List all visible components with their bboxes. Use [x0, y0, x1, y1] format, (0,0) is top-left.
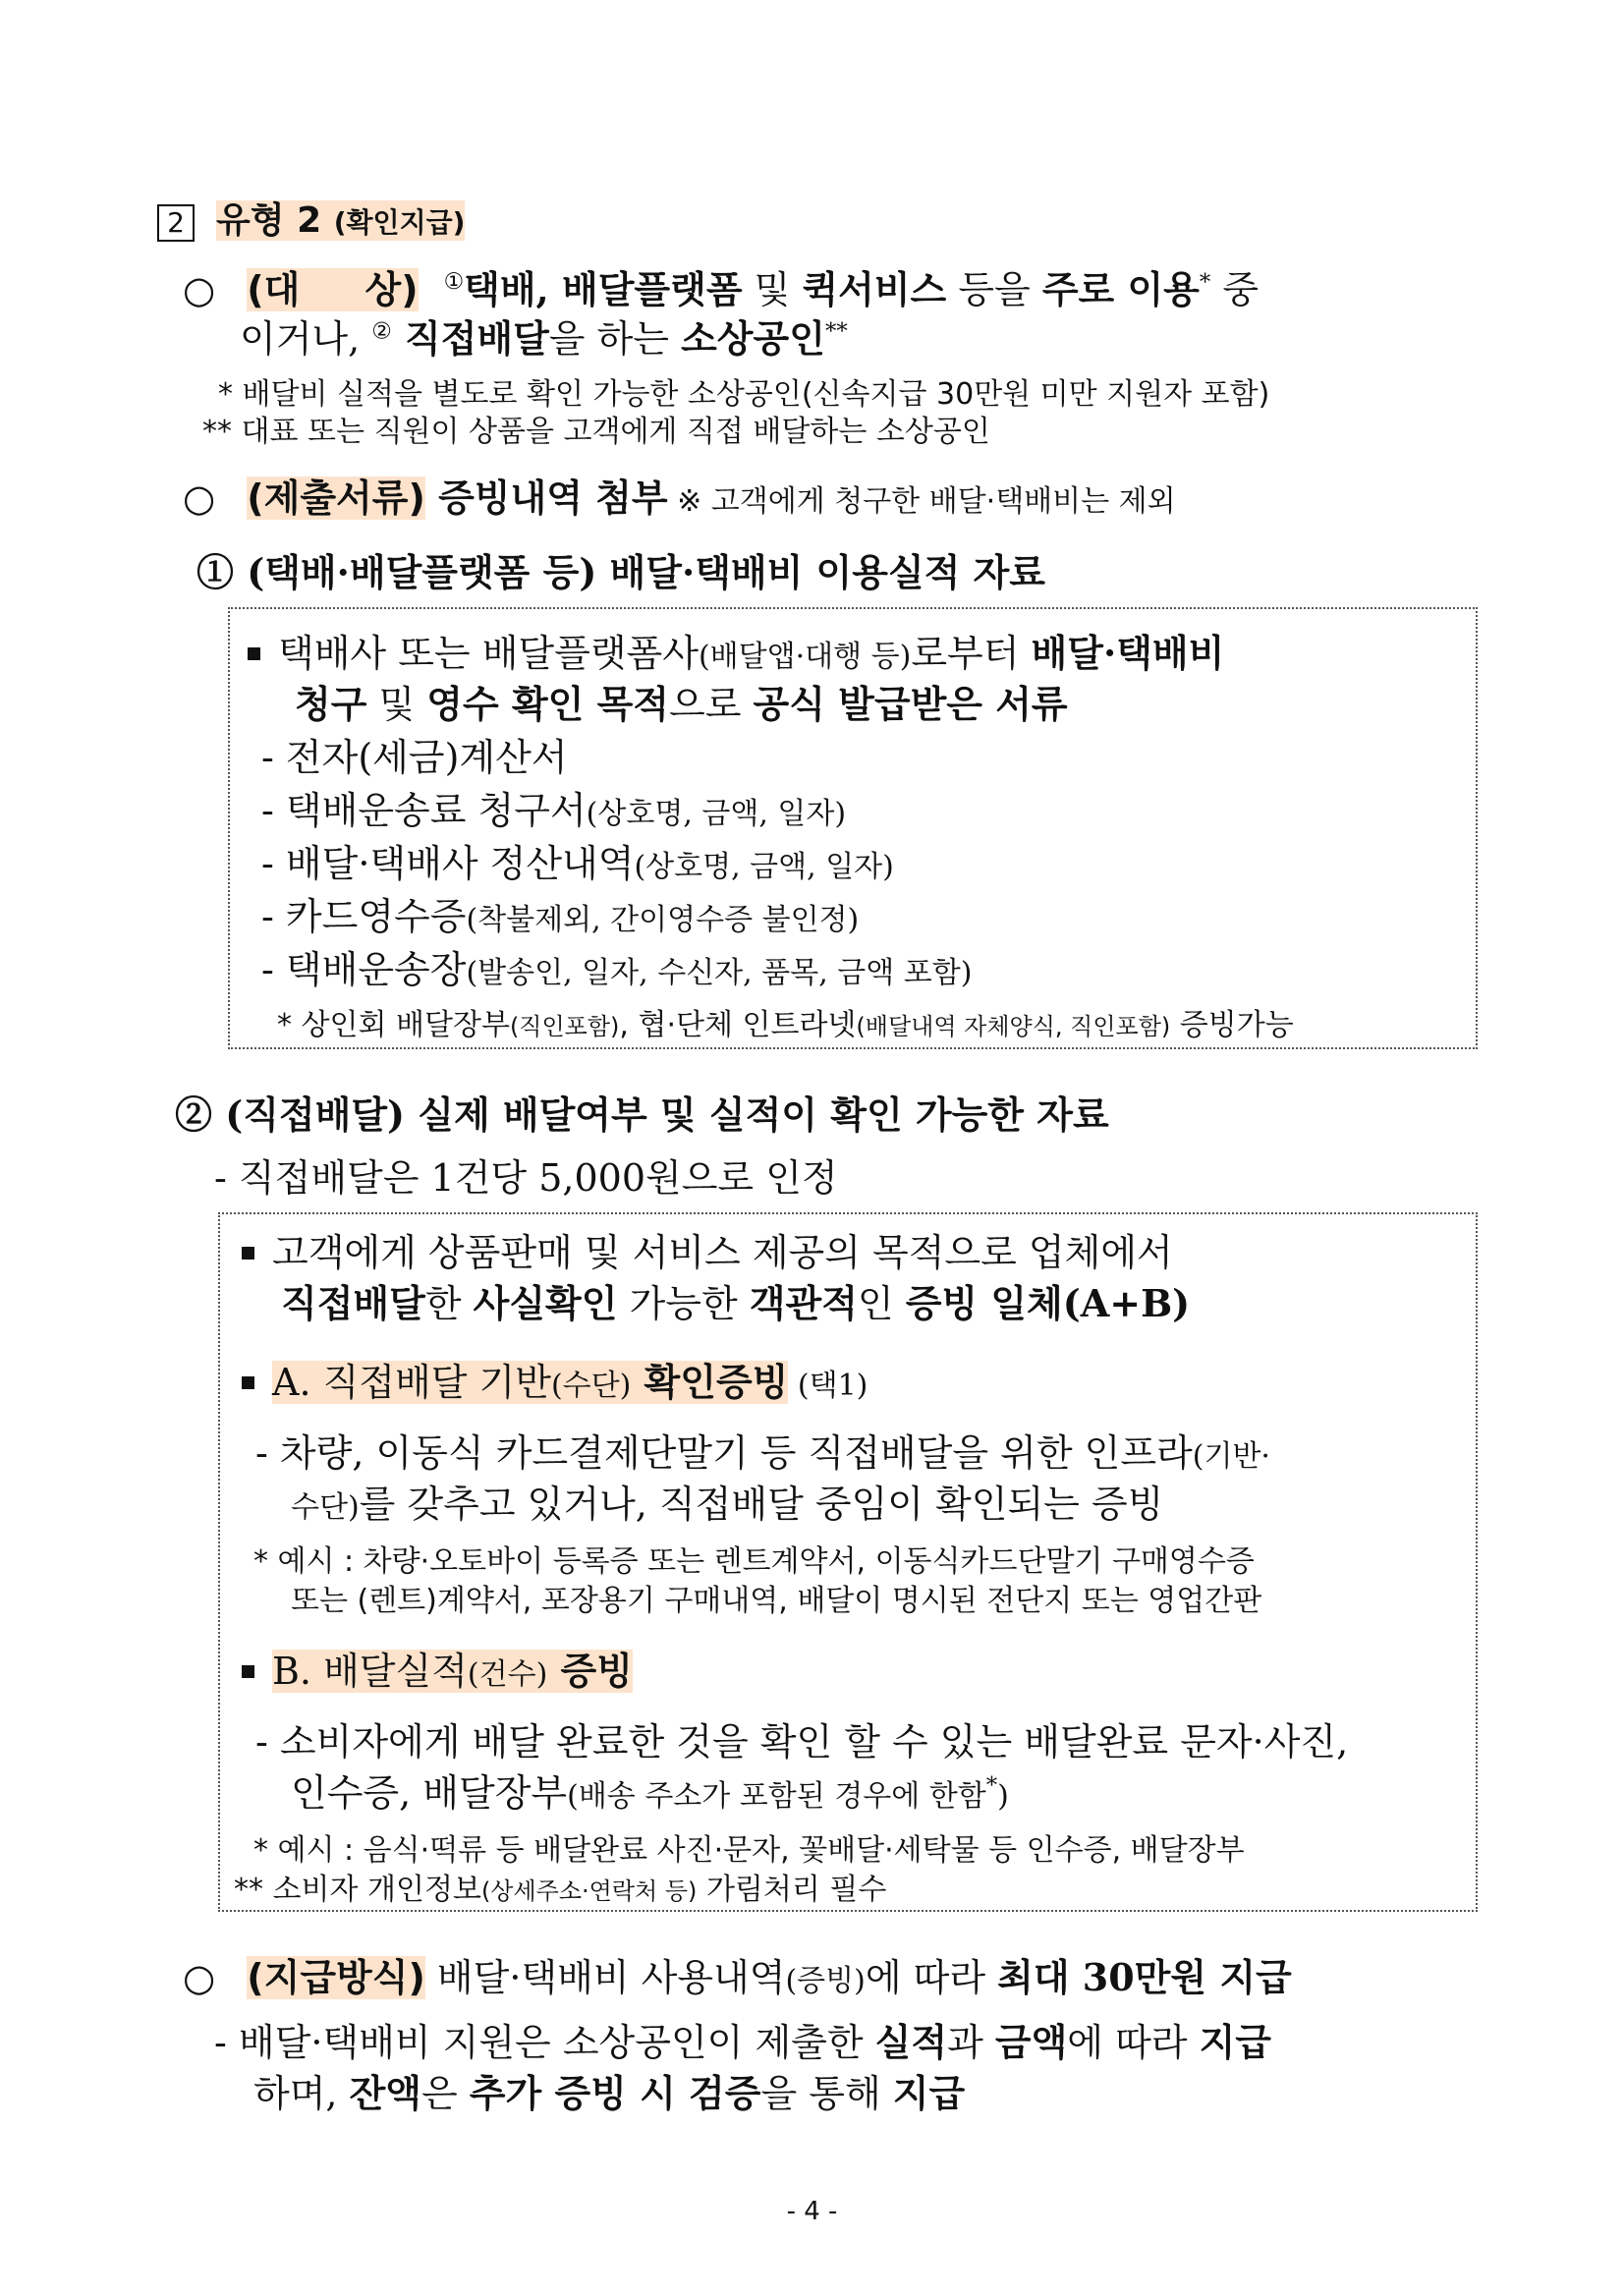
- payment-text: 과: [947, 2021, 995, 2064]
- sub2-a-note-1: * 예시 : 차량·오토바이 등록증 또는 렌트계약서, 이동식카드단말기 구매영수증: [253, 1544, 1255, 1579]
- box-text: 객관적: [749, 1281, 858, 1325]
- sub2-heading: ② (직접배달) 실제 배달여부 및 실적이 확인 가능한 자료: [175, 1092, 1109, 1137]
- footnote-mark: **: [824, 318, 848, 345]
- a-text: 를 갖추고 있거나, 직접배달 중임이 확인되는 증빙: [359, 1483, 1164, 1526]
- sub1-box-line-1: [248, 623, 1224, 677]
- sub2-a-note-2: 또는 (렌트)계약서, 포장용기 구매내역, 배달이 명시된 전단지 또는 영업간판: [291, 1584, 1262, 1618]
- section-title-paren: (확인지급): [333, 206, 466, 239]
- target-text: 퀵서비스: [802, 267, 947, 311]
- payment-text: 금액: [994, 2020, 1068, 2064]
- bullet: ○: [183, 268, 216, 311]
- box-text: 청구: [295, 682, 367, 726]
- item-text: - 카드영수증: [261, 895, 467, 938]
- b-note-text: ** 소비자 개인정보: [234, 1873, 481, 1907]
- payment-line-1: [183, 1947, 1292, 2001]
- target-text: 및: [742, 268, 803, 311]
- footnote-mark: *: [1199, 269, 1211, 296]
- box-text: 및: [366, 683, 427, 726]
- sub2-dash: - 직접배달은 1건당 5,000원으로 인정: [214, 1156, 838, 1200]
- sub2-b-note-1: * 예시 : 음식·떡류 등 배달완료 사진·문자, 꽃배달·세탁물 등 인수증, 배달장부: [253, 1833, 1245, 1868]
- sub2-b-line-1: - 소비자에게 배달 완료한 것을 확인 할 수 있는 배달완료 문자·사진,: [255, 1720, 1349, 1764]
- box-text: 한: [424, 1282, 474, 1325]
- b-title-text: (건수): [467, 1657, 548, 1692]
- payment-text: 실적: [874, 2020, 948, 2064]
- item-text: - 택배운송장: [261, 948, 467, 991]
- payment-text: 하며,: [253, 2072, 350, 2115]
- sub2-a-line-1: [255, 1423, 1270, 1477]
- foot-text: 증빙가능: [1170, 1008, 1294, 1042]
- target-text: 택배, 배달플랫폼: [464, 267, 743, 311]
- sub1-heading: ① (택배·배달플랫폼 등) 배달·택배비 이용실적 자료: [196, 550, 1046, 594]
- sub2-box-line-2: [281, 1273, 1190, 1327]
- payment-text: (증빙): [785, 1964, 866, 1998]
- docs-note: ※ 고객에게 청구한 배달·택배비는 제외: [667, 484, 1176, 519]
- b-text: (배송 주소가 포함된 경우에 한함: [567, 1779, 986, 1814]
- sub1-footnote: [277, 1000, 1294, 1043]
- b-note-text: (상세주소·연락처 등): [480, 1877, 698, 1905]
- target-text: 주로 이용: [1041, 267, 1200, 311]
- foot-text: (배달내역 자체양식, 직인포함): [856, 1013, 1171, 1040]
- docs-line: [183, 468, 1176, 522]
- sub2-box-line-1: [242, 1222, 1173, 1276]
- box-text: 가능한: [617, 1282, 750, 1325]
- box-text: 영수 확인 목적: [426, 682, 670, 726]
- box-text: 로부터: [911, 632, 1032, 675]
- foot-text: (직인포함): [509, 1013, 620, 1040]
- docs-text: 증빙내역 첨부: [424, 476, 668, 520]
- square-bullet-icon: [242, 1665, 254, 1678]
- item-paren: (상호명, 금액, 일자): [634, 850, 894, 884]
- circled-1: ①: [443, 269, 465, 296]
- target-note-1: * 배달비 실적을 별도로 확인 가능한 소상공인(신속지급 30만원 미만 지원자 포함): [218, 377, 1270, 412]
- item-paren: (발송인, 일자, 수신자, 품목, 금액 포함): [466, 956, 973, 990]
- circled-2: ②: [371, 318, 392, 345]
- b-text: 인수증, 배달장부: [291, 1771, 568, 1815]
- bullet: ○: [183, 1956, 216, 1999]
- payment-text: 지급: [1199, 2020, 1272, 2064]
- item-text: - 택배운송료 청구서: [261, 789, 587, 832]
- payment-text: 에 따라: [865, 1956, 998, 1999]
- box-text: 고객에게 상품판매 및 서비스 제공의 목적으로 업체에서: [272, 1231, 1173, 1274]
- b-title-text: 증빙: [547, 1649, 633, 1693]
- target-note-2: ** 대표 또는 직원이 상품을 고객에게 직접 배달하는 소상공인: [202, 415, 990, 449]
- sub1-item: [261, 780, 846, 834]
- target-text: 이거나,: [240, 317, 372, 361]
- target-text: 을 하는: [548, 317, 682, 361]
- box-text: (배달앱·대행 등): [698, 640, 912, 674]
- payment-text: 은: [421, 2072, 470, 2115]
- sub1-item: [261, 939, 972, 993]
- payment-line-3: [253, 2063, 965, 2117]
- item-text: - 배달·택배사 정산내역: [261, 842, 635, 885]
- section-title: 유형 2: [216, 200, 322, 241]
- payment-text: 지급: [892, 2071, 966, 2115]
- payment-text: - 배달·택배비 지원은 소상공인이 제출한: [214, 2021, 875, 2064]
- a-text: - 차량, 이동식 카드결제단말기 등 직접배달을 위한 인프라: [255, 1431, 1193, 1475]
- payment-line-2: [214, 2012, 1271, 2066]
- box-text: 으로: [669, 683, 754, 726]
- section-number-box: 2: [157, 204, 195, 242]
- sub2-a-title: [242, 1352, 868, 1406]
- page-number: - 4 -: [786, 2197, 838, 2226]
- item-text: - 전자(세금)계산서: [261, 736, 568, 779]
- sub2-b-line-2: [291, 1763, 1009, 1817]
- sub2-b-note-2: [234, 1865, 886, 1908]
- section-heading: [157, 193, 465, 243]
- b-note-text: 가림처리 필수: [697, 1873, 887, 1907]
- target-line-2: [240, 308, 848, 363]
- sub2-b-title: [242, 1641, 633, 1695]
- box-text: 증빙 일체(A+B): [905, 1281, 1191, 1325]
- a-title-text: 확인증빙: [631, 1360, 789, 1404]
- box-text: 택배사 또는 배달플랫폼사: [278, 632, 699, 675]
- payment-label: (지급방식): [247, 1956, 425, 1999]
- square-bullet-icon: [242, 1247, 254, 1260]
- foot-text: * 상인회 배달장부: [277, 1008, 510, 1042]
- payment-text: 을 통해: [760, 2072, 893, 2115]
- payment-text: 추가 증빙 시 검증: [469, 2071, 761, 2115]
- a-title-text: (택1): [788, 1369, 868, 1403]
- box-text: 직접배달: [281, 1281, 425, 1325]
- bullet: ○: [183, 476, 216, 520]
- a-text: 수단): [291, 1490, 360, 1525]
- a-text: (기반·: [1192, 1439, 1270, 1474]
- payment-text: 에 따라: [1067, 2021, 1200, 2064]
- sub2-a-line-2: [291, 1474, 1163, 1528]
- foot-text: , 협·단체 인트라넷: [619, 1008, 857, 1042]
- target-text: 등을: [946, 268, 1042, 311]
- target-text: 중: [1210, 268, 1260, 311]
- square-bullet-icon: [248, 647, 260, 660]
- box-text: 인: [857, 1282, 906, 1325]
- payment-text: 최대 30만원 지급: [997, 1955, 1292, 1999]
- a-title-text: A. 직접배달 기반: [272, 1361, 551, 1404]
- b-title-text: B. 배달실적: [272, 1650, 468, 1693]
- sub1-item: [261, 833, 894, 887]
- sub1-box-line-2: [295, 674, 1068, 728]
- item-paren: (착불제외, 간이영수증 불인정): [466, 903, 860, 937]
- box-text: 사실확인: [473, 1281, 618, 1325]
- payment-text: 잔액: [349, 2071, 421, 2115]
- sub1-item: [261, 727, 568, 781]
- docs-label: (제출서류): [247, 476, 425, 520]
- target-text: 소상공인: [681, 316, 825, 361]
- a-title-text: (수단): [550, 1369, 632, 1403]
- target-label: (대 상): [247, 268, 419, 311]
- b-text: ): [997, 1779, 1009, 1814]
- footnote-mark: *: [985, 1772, 998, 1799]
- payment-text: 배달·택배비 사용내역: [424, 1956, 786, 1999]
- square-bullet-icon: [242, 1376, 254, 1389]
- target-line-1: [183, 259, 1259, 313]
- box-text: 공식 발급받은 서류: [753, 682, 1068, 726]
- sub1-item: [261, 886, 859, 940]
- box-text: 배달·택배비: [1031, 631, 1225, 675]
- target-text: 직접배달: [391, 316, 549, 361]
- item-paren: (상호명, 금액, 일자): [586, 797, 847, 831]
